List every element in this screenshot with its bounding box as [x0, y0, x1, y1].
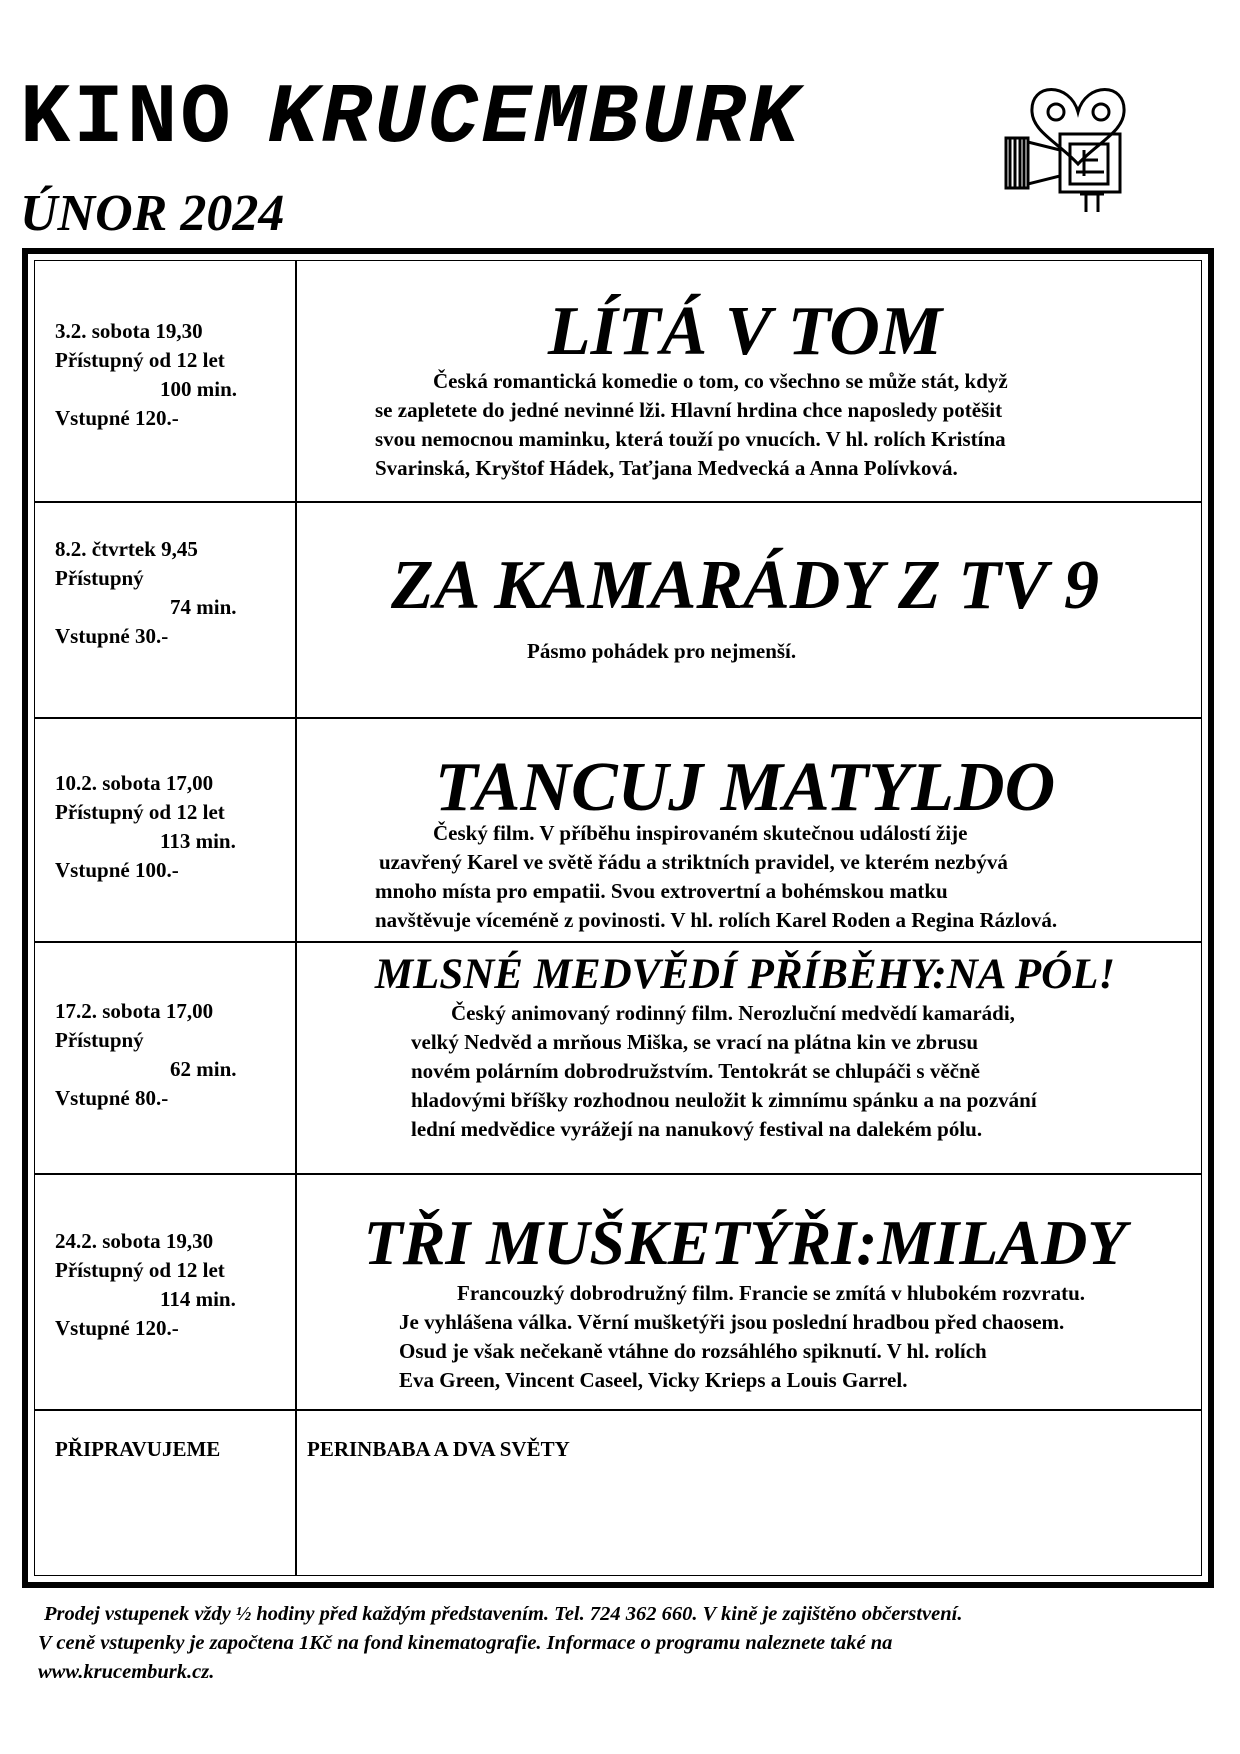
film-description: Česká romantická komedie o tom, co všechno se může stát, když se zapletete do jedné nevinné lži. Hlavní hrdina chce naposledy potěšit svou nemocnou maminku, která touží po vnucích. V hl. rolích Kristína Svarinská, Kryštof Hádek, Taťjana Medvecká a Anna Polívková. [375, 369, 1008, 480]
duration: 62 min. [170, 1057, 237, 1081]
screening-info [55, 997, 237, 1113]
footer-line: V ceně vstupenky je započtena 1Kč na fond kinematografie. Informace o programu naleznete také na [38, 1632, 893, 1654]
film-description: Český film. V příběhu inspirovaném skutečnou událostí žije uzavřený Karel ve světě řádu a striktních pravidel, ve kterém nezbývá mnoho místa pro empatii. Svou extrovertní a bohémskou matku navštěvuje víceméně z povinosti. V hl. rolích Karel Roden a Regina Rázlová. [375, 821, 1058, 932]
film-description: Pásmo pohádek pro nejmenší. [527, 639, 797, 663]
film-title: MLSNÉ MEDVĚDÍ PŘÍBĚHY:NA PÓL! [374, 951, 1116, 998]
upcoming-film: PERINBABA A DVA SVĚTY [307, 1437, 570, 1461]
film-row [35, 501, 1201, 717]
duration: 113 min. [160, 829, 236, 853]
screening-date: 24.2. sobota 19,30 [55, 1229, 214, 1253]
film-row [35, 717, 1201, 941]
title-word-kino: KINO [20, 72, 234, 167]
film-title: TŘI MUŠKETÝŘI:MILADY [363, 1207, 1127, 1278]
age-rating: Přístupný [55, 1028, 144, 1052]
age-rating: Přístupný od 12 let [55, 348, 225, 372]
screening-date: 10.2. sobota 17,00 [55, 771, 214, 795]
ticket-price: Vstupné 30.- [55, 624, 169, 648]
film-title: LÍTÁ V TOM [547, 293, 943, 370]
screening-date: 3.2. sobota 19,30 [55, 319, 203, 343]
month-heading: ÚNOR 2024 [20, 185, 285, 242]
film-description: Český animovaný rodinný film. Nerozluční medvědí kamarádi, velký Nedvěd a mrňous Miška, se vrací na plátna kin ve zbrusu novém polárním dobrodružstvím. Tentokrát se chlupáči s věčně hladovými bříšky rozhodnou neuložit k zimnímu spánku a na pozvání lední medvědice vyrážejí na nanukový festival na dalekém pólu. [411, 1001, 1037, 1141]
screening-info [55, 317, 237, 433]
footer-line: Prodej vstupenek vždy ½ hodiny před každým představením. Tel. 724 362 660. V kině je zajištěno občerstvení. [44, 1603, 963, 1625]
age-rating: Přístupný od 12 let [55, 800, 225, 824]
ticket-price: Vstupné 100.- [55, 858, 179, 882]
screening-date: 17.2. sobota 17,00 [55, 999, 214, 1023]
footer-note [38, 1600, 1218, 1687]
film-title: TANCUJ MATYLDO [434, 749, 1056, 826]
program-table [22, 248, 1214, 1588]
age-rating: Přístupný od 12 let [55, 1258, 225, 1282]
duration: 100 min. [160, 377, 238, 401]
page-title [20, 72, 802, 167]
film-camera-heart-icon [1000, 72, 1160, 222]
ticket-price: Vstupné 80.- [55, 1086, 169, 1110]
ticket-price: Vstupné 120.- [55, 406, 179, 430]
film-row [35, 261, 1201, 501]
program-inner-frame [34, 260, 1202, 1576]
upcoming-row [35, 1409, 1201, 1575]
title-word-krucemburk: KRUCEMBURK [267, 72, 802, 167]
screening-info [55, 1227, 236, 1343]
screening-info [55, 535, 237, 651]
film-row [35, 1173, 1201, 1409]
ticket-price: Vstupné 120.- [55, 1316, 179, 1340]
screening-info [55, 769, 236, 885]
film-title: ZA KAMARÁDY Z TV 9 [391, 547, 1099, 624]
age-rating: Přístupný [55, 566, 144, 590]
screening-date: 8.2. čtvrtek 9,45 [55, 537, 198, 561]
film-description: Francouzký dobrodružný film. Francie se zmítá v hlubokém rozvratu. Je vyhlášena válka. Věrní mušketýři jsou poslední hradbou před chaosem. Osud je však nečekaně vtáhne do rozsáhlého spiknutí. V hl. rolích Eva Green, Vincent Caseel, Vicky Krieps a Louis Garrel. [399, 1281, 1086, 1392]
duration: 114 min. [160, 1287, 236, 1311]
footer-website: www.krucemburk.cz. [38, 1661, 215, 1683]
duration: 74 min. [170, 595, 237, 619]
upcoming-label: PŘIPRAVUJEME [55, 1437, 221, 1461]
film-row [35, 941, 1201, 1173]
